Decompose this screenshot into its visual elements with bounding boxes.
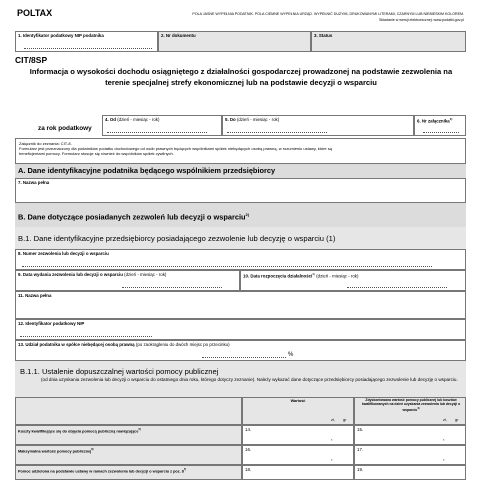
activity-start-date-field[interactable] — [240, 270, 466, 291]
row-label: Maksymalna wartość pomocy publicznej$^{6)}$ — [18, 448, 94, 454]
row-discounted-comma: , — [443, 456, 445, 462]
full-name-label: 7. Nazwa pełna — [18, 180, 50, 185]
table-value-column-header — [242, 397, 354, 425]
document-number-label: 2. Nr dokumentu — [161, 33, 196, 38]
form-title: Informacja o wysokości dochodu osiągniętego z działalności gospodarczej prowadzonej na podstawie zezwolenia na terenie specjalnej strefy ekonomicznej lub na podstawie decyzji o wsparciu — [29, 67, 453, 87]
value-column-title: Wartość — [290, 399, 306, 403]
table-row — [15, 465, 242, 480]
entity-nip-input-line — [20, 331, 152, 337]
attachment-number-label: 6. Nr załącznika$^{1)}$ — [417, 117, 453, 124]
entity-nip-field[interactable] — [15, 319, 466, 340]
row-discounted-number: 15. — [357, 427, 364, 432]
period-from-input-line — [107, 127, 207, 133]
period-to-field[interactable] — [222, 115, 414, 136]
row-label: Pomoc udzielona na podstawie ustawy w ramach zezwolenia lub decyzji o wsparciu z poz. 8$^{7)}$ — [18, 468, 187, 474]
row-value-number: 16. — [245, 447, 252, 452]
row-value-number: 14. — [245, 427, 252, 432]
discounted-column-zl: zł, — [443, 418, 447, 422]
share-field[interactable] — [15, 340, 466, 361]
row-value-cell[interactable] — [242, 425, 354, 445]
share-input-line — [202, 352, 286, 358]
discounted-column-gr: gr — [455, 418, 459, 422]
table-row — [15, 445, 242, 465]
permit-date-field[interactable] — [15, 270, 240, 291]
row-value-cell[interactable] — [242, 465, 354, 480]
attachment-number-input-line — [423, 127, 459, 133]
row-value-number: 18. — [245, 467, 252, 472]
permit-date-input-line — [122, 282, 222, 288]
period-from-field[interactable] — [102, 115, 222, 136]
section-b1-header — [15, 227, 466, 249]
table-label-column-header — [15, 397, 242, 425]
activity-start-date-label: 10. Data rozpoczęcia działalności$^{3)}$ (dzień - miesiąc - rok) — [243, 272, 359, 279]
purpose-text: Formularz jest przeznaczony dla podatników podatku dochodowego od osób prawnych będących wspólnikami spółek niebędących osobą prawną, w rozumieniu ustawy, które są beneficjentami pomocy. Formularz stosuje się również do wspólników spółek cywilnych. — [19, 146, 332, 156]
full-name-field[interactable] — [15, 178, 466, 203]
row-value-comma: , — [331, 456, 333, 462]
row-label: Koszty kwalifikujące się do objęcia pomocą publiczną nawiązujące$^{5)}$ — [18, 428, 141, 434]
form-code: CIT/8SP — [15, 55, 48, 65]
share-label: 13. Udział podatnika w spółce niebędącej osobą prawną (po zaokrągleniu do dwóch miejsc po przecinku) — [18, 342, 230, 347]
row-discounted-number: 19. — [357, 467, 364, 472]
entity-name-label: 11. Nazwa pełna — [18, 293, 52, 298]
section-b11-title: B.1.1. Ustalenie dopuszczalnej wartości pomocy publicznej — [20, 367, 219, 376]
row-discounted-cell[interactable] — [354, 425, 466, 445]
permit-number-input-line — [22, 261, 432, 267]
share-percent-unit: % — [288, 352, 294, 358]
permit-number-label: 8. Numer zezwolenia lub decyzji o wsparciu — [18, 251, 109, 256]
section-b11-header — [15, 361, 466, 397]
section-b11-desc: (od dnia uzyskania zezwolenia lub decyzji o wsparciu do ostatniego dnia roku, którego dotyczy zeznanie). Należy wykazać dane dotyczące przedsiębiorcy posiadającego zezwolenie lub decyzję o wsparciu. — [41, 377, 458, 382]
period-from-label: 4. Od (dzień - miesiąc - rok) — [105, 117, 160, 122]
permit-date-label: 9. Data wydania zezwolenia lub decyzji o wsparciu (dzień - miesiąc - rok) — [18, 272, 167, 277]
row-value-cell[interactable] — [242, 445, 354, 465]
table-discounted-column-header — [354, 397, 466, 425]
permit-number-field[interactable] — [15, 249, 466, 270]
status-label: 3. Status — [314, 33, 333, 38]
value-column-zl: zł, — [331, 418, 335, 422]
section-b-header — [15, 203, 466, 227]
status-field — [311, 31, 466, 52]
section-a-header — [15, 164, 466, 178]
electronic-note: Składanie w wersji elektronicznej: www.podatki.gov.pl — [378, 18, 464, 22]
section-b-title: B. Dane dotyczące posiadanych zezwoleń lub decyzji o wsparciu$^{2)}$ — [18, 212, 250, 222]
attachment-number-field[interactable] — [414, 115, 466, 136]
nip-field-label: 1. Identyfikator podatkowy NIP podatnika — [18, 33, 104, 38]
table-row — [15, 425, 242, 445]
nip-field[interactable] — [15, 31, 158, 52]
entity-name-field[interactable] — [15, 291, 466, 319]
period-to-label: 5. Do (dzień - miesiąc - rok) — [225, 117, 280, 122]
logo: POLTAX — [17, 8, 53, 18]
info-box — [15, 138, 466, 164]
section-b1-title: B.1. Dane identyfikacyjne przedsiębiorcy posiadającego zezwolenie lub decyzję o wsparciu (1) — [18, 234, 336, 243]
section-a-title: A. Dane identyfikacyjne podatnika będącego wspólnikiem przedsiębiorcy — [18, 166, 276, 175]
document-number-field — [158, 31, 311, 52]
nip-input-line — [24, 43, 152, 49]
row-discounted-comma: , — [443, 436, 445, 442]
discounted-column-title: Zdyskontowana wartość pomocy publicznej lub kosztów kwalifikowanych na dzień uzyskania zezwolenia lub decyzji o wsparciu$^{4)}$ — [361, 398, 461, 412]
entity-nip-label: 12. Identyfikator podatkowy NIP — [18, 321, 85, 326]
period-to-input-line — [227, 127, 327, 133]
row-value-comma: , — [331, 436, 333, 442]
activity-start-date-input-line — [347, 282, 447, 288]
attachment-text: Załącznik do zeznania: CIT-8. — [19, 141, 72, 146]
row-discounted-cell[interactable] — [354, 445, 466, 465]
year-label: za rok podatkowy — [38, 125, 92, 132]
top-notice: POLA JASNE WYPEŁNIA PODATNIK. POLA CIEMNE WYPEŁNIA URZĄD. WYPEŁNIĆ DUŻYMI, DRUKOWANYMI LITERAMI, CZARNYM LUB NIEBIESKIM KOLOREM. — [192, 12, 464, 16]
value-column-gr: gr — [343, 418, 347, 422]
row-discounted-cell[interactable] — [354, 465, 466, 480]
row-discounted-number: 17. — [357, 447, 364, 452]
